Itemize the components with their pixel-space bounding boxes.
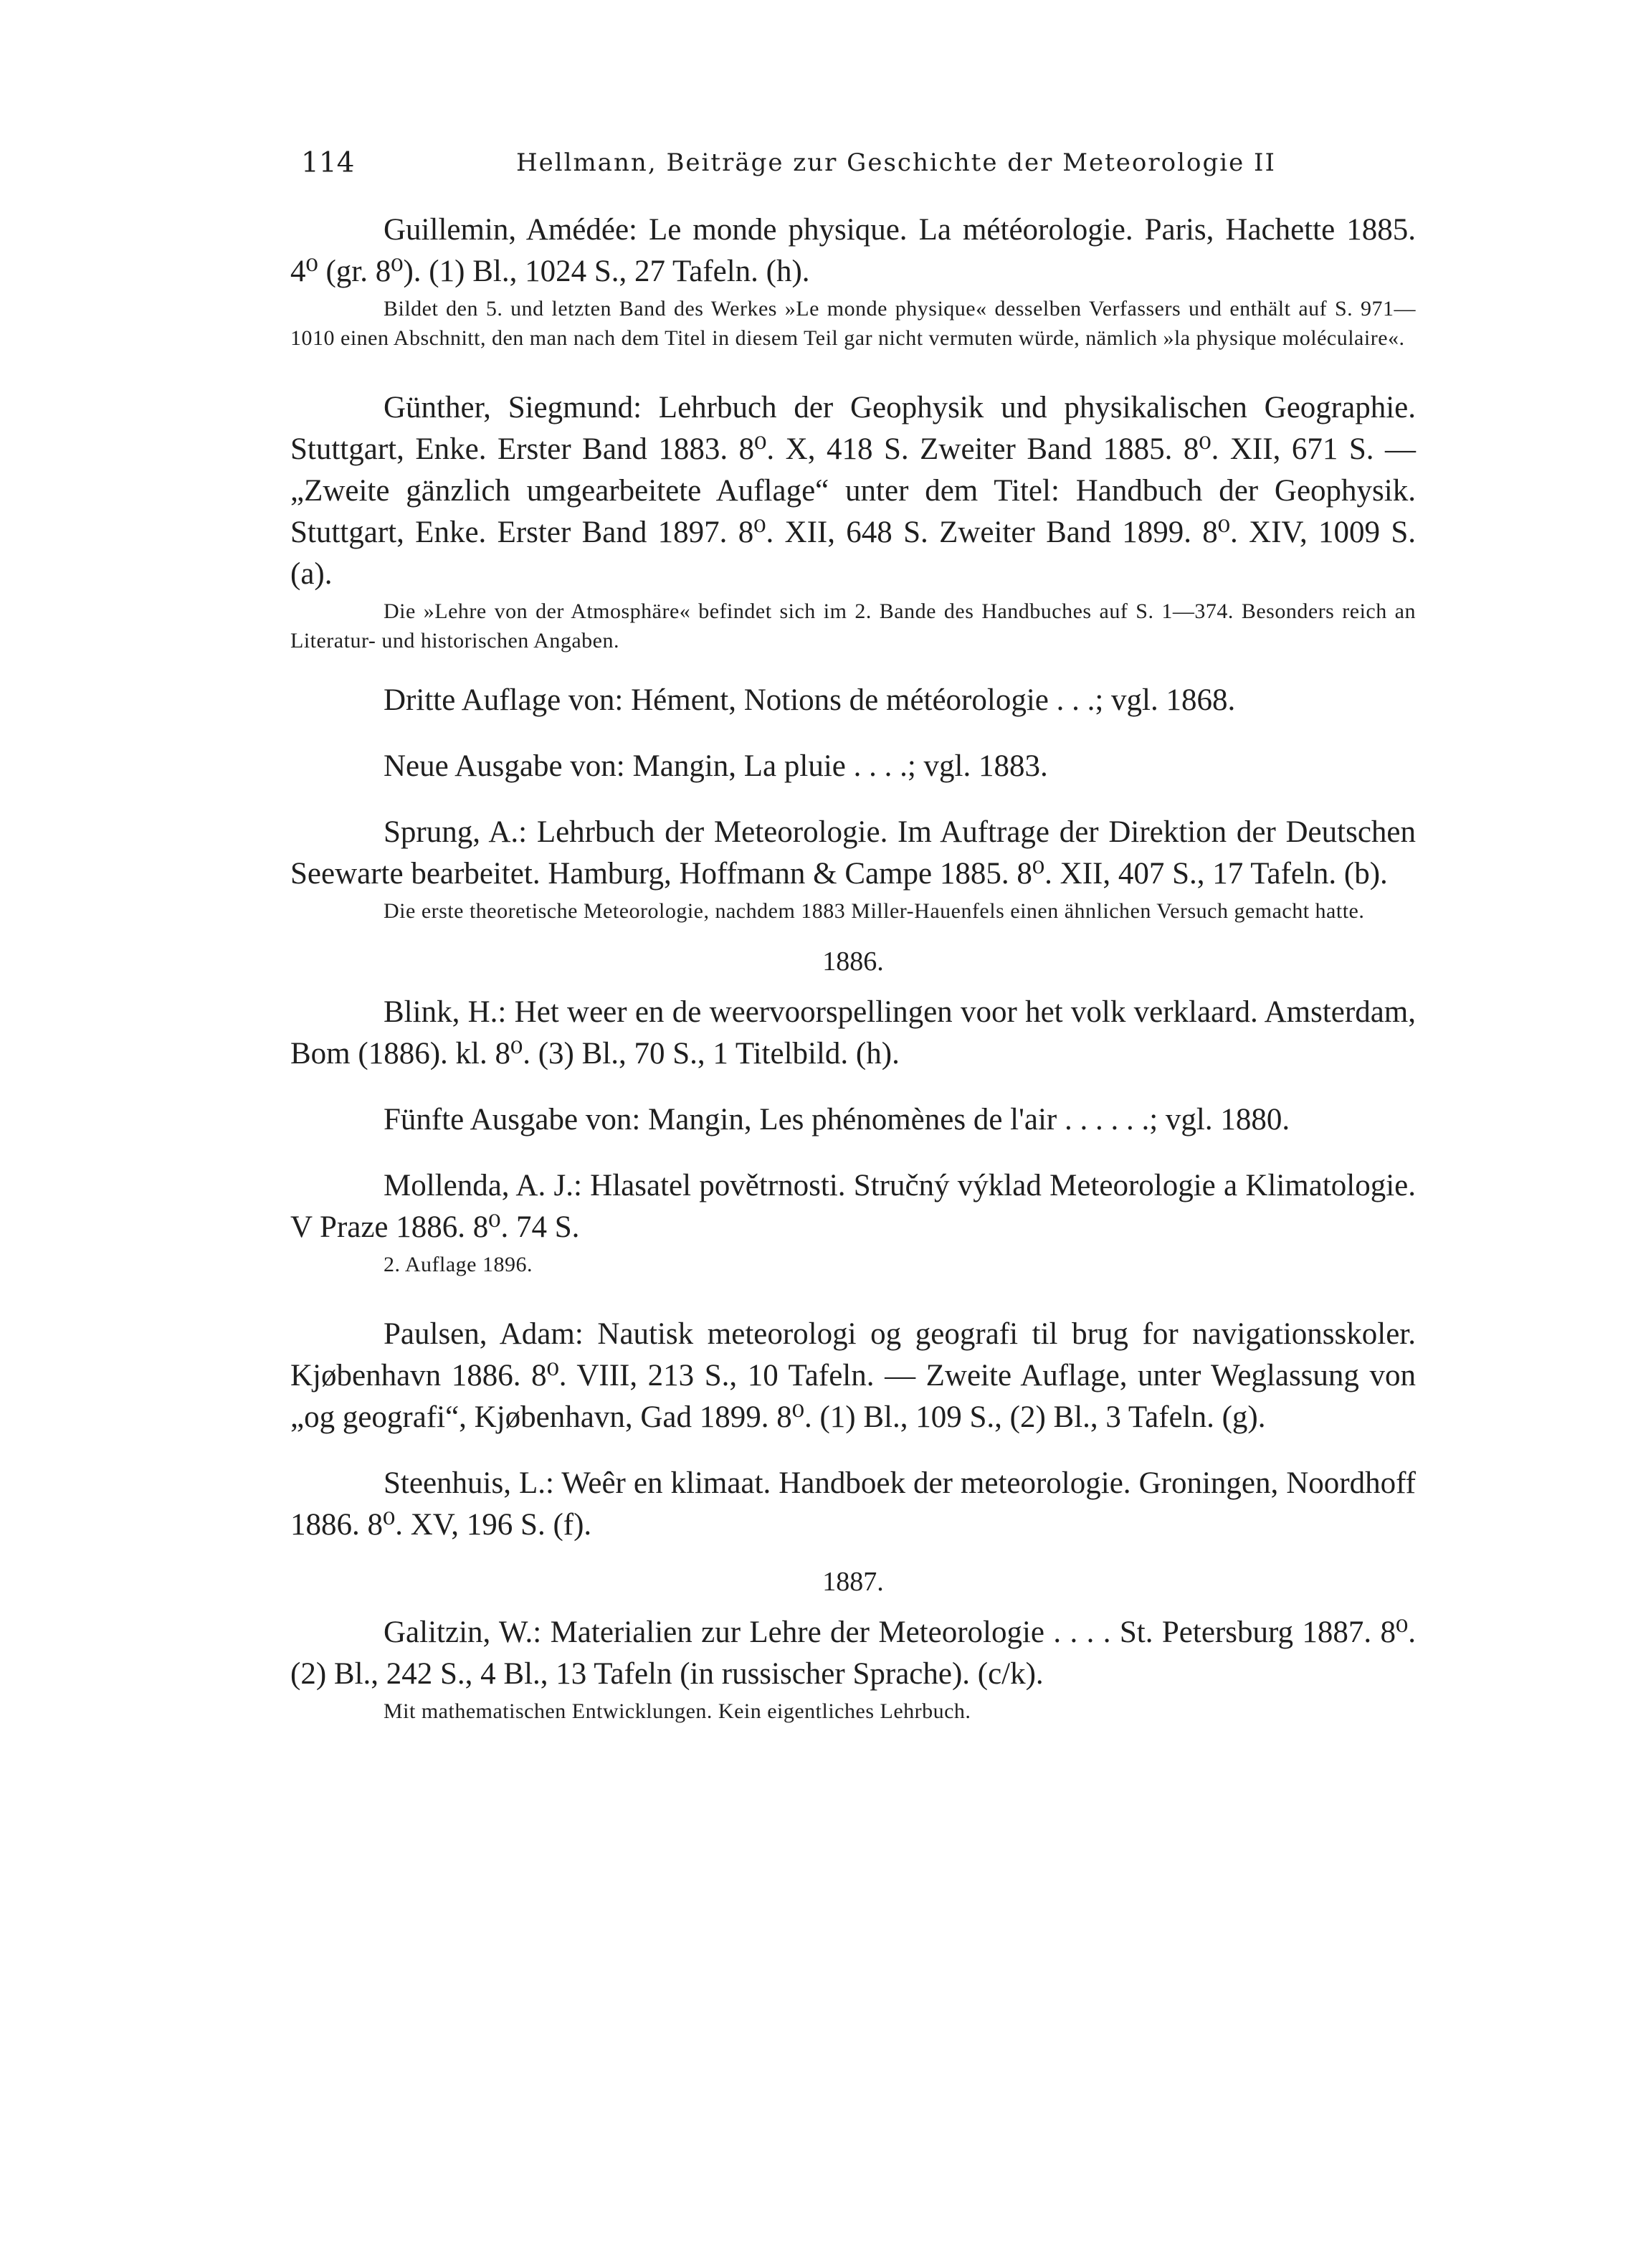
- entry-text: Paulsen, Adam: Nautisk meteorologi og geografi til brug for navigationsskoler. Kjøbenhavn 1886. 8⁰. VIII, 213 S., 10 Tafeln. — Zweite Auflage, unter Weglassung von „og geografi“, Kjøbenhavn, Gad 1899. 8⁰. (1) Bl., 109 S., (2) Bl., 3 Tafeln. (g).: [290, 1317, 1416, 1434]
- bibliography-entry: [290, 1099, 1416, 1141]
- entry-text: Guillemin, Amédée: Le monde physique. La météorologie. Paris, Hachette 1885. 4⁰ (gr. 8⁰). (1) Bl., 1024 S., 27 Tafeln. (h).: [290, 213, 1416, 288]
- entry-note: Mit mathematischen Entwicklungen. Kein eigentliches Lehrbuch.: [384, 1699, 971, 1723]
- running-head: [301, 147, 1412, 190]
- bibliography-entry: [290, 1314, 1416, 1438]
- bibliography-entry: [290, 1165, 1416, 1279]
- bibliography-entry: [290, 209, 1416, 353]
- year-heading: 1886.: [822, 946, 884, 977]
- entry-text: Günther, Siegmund: Lehrbuch der Geophysik und physikalischen Geographie. Stuttgart, Enke. Erster Band 1883. 8⁰. X, 418 S. Zweiter Band 1885. 8⁰. XII, 671 S. — „Zweite gänzlich umgearbeitete Auflage“ unter dem Titel: Handbuch der Geophysik. Stuttgart, Enke. Erster Band 1897. 8⁰. XII, 648 S. Zweiter Band 1899. 8⁰. XIV, 1009 S. (a).: [290, 391, 1416, 591]
- entry-text: Steenhuis, L.: Weêr en klimaat. Handboek der meteorologie. Groningen, Noordhoff 1886. 8⁰. XV, 196 S. (f).: [290, 1466, 1416, 1542]
- bibliography-entry: [290, 387, 1416, 655]
- entry-note: Bildet den 5. und letzten Band des Werkes »Le monde physique« desselben Verfassers und enthält auf S. 971—1010 einen Abschnitt, den man nach dem Titel in diesem Teil gar nicht vermuten würde, nämlich »la physique moléculaire«.: [290, 297, 1416, 350]
- entry-note: Die »Lehre von der Atmosphäre« befindet sich im 2. Bande des Handbuches auf S. 1—374. Besonders reich an Literatur- und historischen Angaben.: [290, 599, 1416, 653]
- running-title: Hellmann, Beiträge zur Geschichte der Meteorologie II: [516, 148, 1276, 177]
- bibliography-entry: [290, 812, 1416, 926]
- page-body: [290, 209, 1416, 1726]
- entry-note: Die erste theoretische Meteorologie, nachdem 1883 Miller-Hauenfels einen ähnlichen Versuch gemacht hatte.: [384, 899, 1365, 923]
- entry-text: Galitzin, W.: Materialien zur Lehre der Meteorologie . . . . St. Petersburg 1887. 8⁰. (2) Bl., 242 S., 4 Bl., 13 Tafeln (in russischer Sprache). (c/k).: [290, 1615, 1416, 1691]
- entry-text: Fünfte Ausgabe von: Mangin, Les phénomènes de l'air . . . . . .; vgl. 1880.: [384, 1103, 1290, 1137]
- entry-text: Blink, H.: Het weer en de weervoorspellingen voor het volk verklaard. Amsterdam, Bom (1886). kl. 8⁰. (3) Bl., 70 S., 1 Titelbild. (h).: [290, 995, 1416, 1071]
- entry-text: Dritte Auflage von: Hément, Notions de météorologie . . .; vgl. 1868.: [384, 683, 1236, 717]
- entry-text: Neue Ausgabe von: Mangin, La pluie . . . .; vgl. 1883.: [384, 749, 1048, 783]
- bibliography-entry: [290, 992, 1416, 1075]
- year-heading: 1887.: [822, 1567, 884, 1597]
- bibliography-entry: [290, 1612, 1416, 1726]
- bibliography-entry: [290, 1463, 1416, 1546]
- entry-note: 2. Auflage 1896.: [384, 1253, 533, 1276]
- entry-text: Sprung, A.: Lehrbuch der Meteorologie. Im Auftrage der Direktion der Deutschen Seewarte bearbeitet. Hamburg, Hoffmann & Campe 1885. 8⁰. XII, 407 S., 17 Tafeln. (b).: [290, 815, 1416, 891]
- bibliography-entry: [290, 746, 1416, 787]
- bibliography-entry: [290, 680, 1416, 721]
- entry-text: Mollenda, A. J.: Hlasatel povětrnosti. Stručný výklad Meteorologie a Klimatologie. V Praze 1886. 8⁰. 74 S.: [290, 1169, 1416, 1244]
- page-number: 114: [301, 147, 355, 179]
